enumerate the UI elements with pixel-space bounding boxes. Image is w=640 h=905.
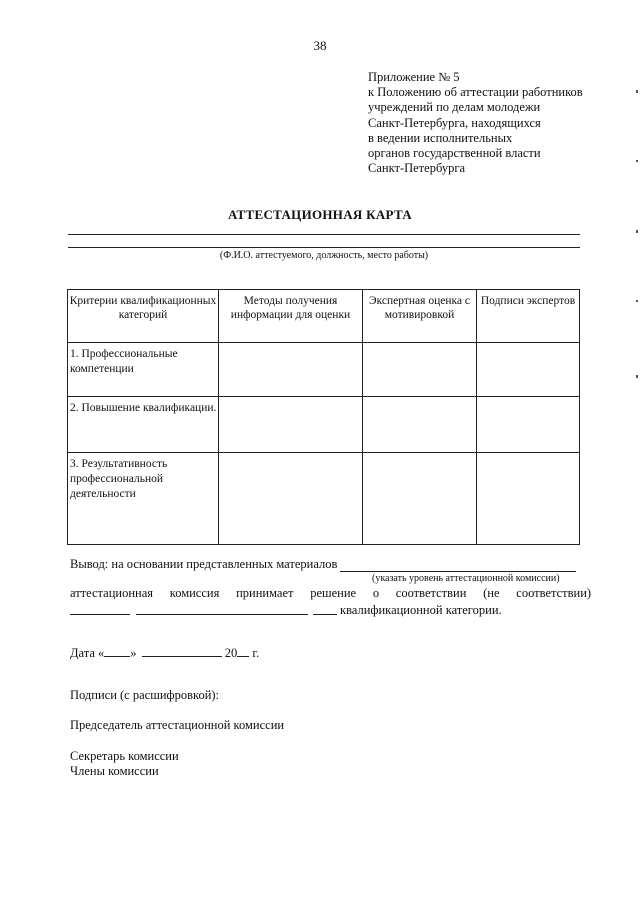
table-header-row: [68, 290, 580, 343]
scan-artifact: [636, 160, 638, 162]
date-label: Дата «: [70, 646, 105, 660]
scan-artifact: [636, 375, 638, 378]
methods-cell[interactable]: [219, 397, 363, 453]
header-expert-assessment: Экспертная оценка с мотивировкой: [363, 290, 477, 343]
date-line: [70, 645, 259, 661]
assessment-cell[interactable]: [363, 453, 477, 545]
conclusion-decision-line: [70, 586, 591, 601]
methods-cell[interactable]: [219, 453, 363, 545]
appendix-line: Санкт-Петербурга: [368, 161, 466, 176]
methods-cell[interactable]: [219, 343, 363, 397]
decision-word: решение: [310, 586, 357, 600]
members-label: Члены комиссии: [70, 764, 159, 778]
document-title: АТТЕСТАЦИОННАЯ КАРТА: [228, 207, 412, 222]
scan-artifact: [636, 230, 638, 233]
year-suffix: г.: [252, 646, 260, 660]
header-expert-signatures: Подписи экспертов: [477, 290, 580, 343]
criterion-cell: 1. Профессиональные компетенции: [68, 343, 219, 397]
page-number: 38: [313, 38, 327, 53]
signature-cell[interactable]: [477, 343, 580, 397]
year-prefix: 20: [224, 646, 238, 660]
table-row: [68, 397, 580, 453]
appendix-line: учреждений по делам молодежи: [368, 100, 541, 115]
commission-blank-line[interactable]: [340, 571, 576, 572]
category-blank-line[interactable]: [313, 614, 337, 615]
signature-cell[interactable]: [477, 453, 580, 545]
assessment-cell[interactable]: [363, 343, 477, 397]
category-blank-line[interactable]: [136, 614, 308, 615]
appendix-note: [368, 70, 583, 176]
date-quote-close: »: [130, 646, 137, 660]
criterion-cell: 2. Повышение квалификации.: [68, 397, 219, 453]
appendix-line: Санкт-Петербурга, находящихся: [368, 115, 541, 130]
header-methods: Методы получения информации для оценки: [219, 290, 363, 343]
decision-word: принимает: [236, 586, 294, 600]
criterion-cell: 3. Результативность профессиональной деятельности: [68, 453, 219, 545]
table-row: [68, 343, 580, 397]
table-row: [68, 453, 580, 545]
commission-caption: (указать уровень аттестационной комиссии): [372, 573, 560, 584]
month-blank[interactable]: [142, 645, 222, 657]
assessment-cell[interactable]: [363, 397, 477, 453]
scan-artifact: [636, 300, 638, 302]
attestation-table: [67, 289, 580, 545]
secretary-label: Секретарь комиссии: [70, 749, 179, 763]
category-blank-line[interactable]: [70, 614, 130, 615]
year-blank[interactable]: [237, 645, 249, 657]
conclusion-suffix: квалификационной категории.: [340, 603, 502, 617]
appendix-line: в ведении исполнительных: [368, 130, 513, 145]
fio-caption: (Ф.И.О. аттестуемого, должность, место работы): [219, 250, 429, 261]
decision-word: аттестационная: [70, 586, 154, 600]
decision-word: комиссия: [169, 586, 220, 600]
decision-word: соответствии): [516, 586, 592, 600]
signature-cell[interactable]: [477, 397, 580, 453]
fio-blank-line: [68, 247, 580, 248]
decision-word: (не: [483, 586, 500, 600]
scan-artifact: [636, 90, 638, 93]
appendix-line: органов государственной власти: [368, 146, 541, 161]
fio-blank-line: [68, 234, 580, 235]
decision-word: соответствии: [395, 586, 467, 600]
signatures-heading: Подписи (с расшифровкой):: [70, 688, 220, 702]
appendix-line: Приложение № 5: [368, 70, 460, 84]
chairman-label: Председатель аттестационной комиссии: [70, 718, 285, 732]
day-blank[interactable]: [104, 645, 130, 657]
conclusion-prefix: Вывод: на основании представленных материалов: [70, 557, 338, 571]
header-criteria: Критерии квалификационных категорий: [68, 290, 219, 343]
appendix-line: к Положению об аттестации работников: [368, 85, 583, 100]
decision-word: о: [372, 586, 380, 600]
